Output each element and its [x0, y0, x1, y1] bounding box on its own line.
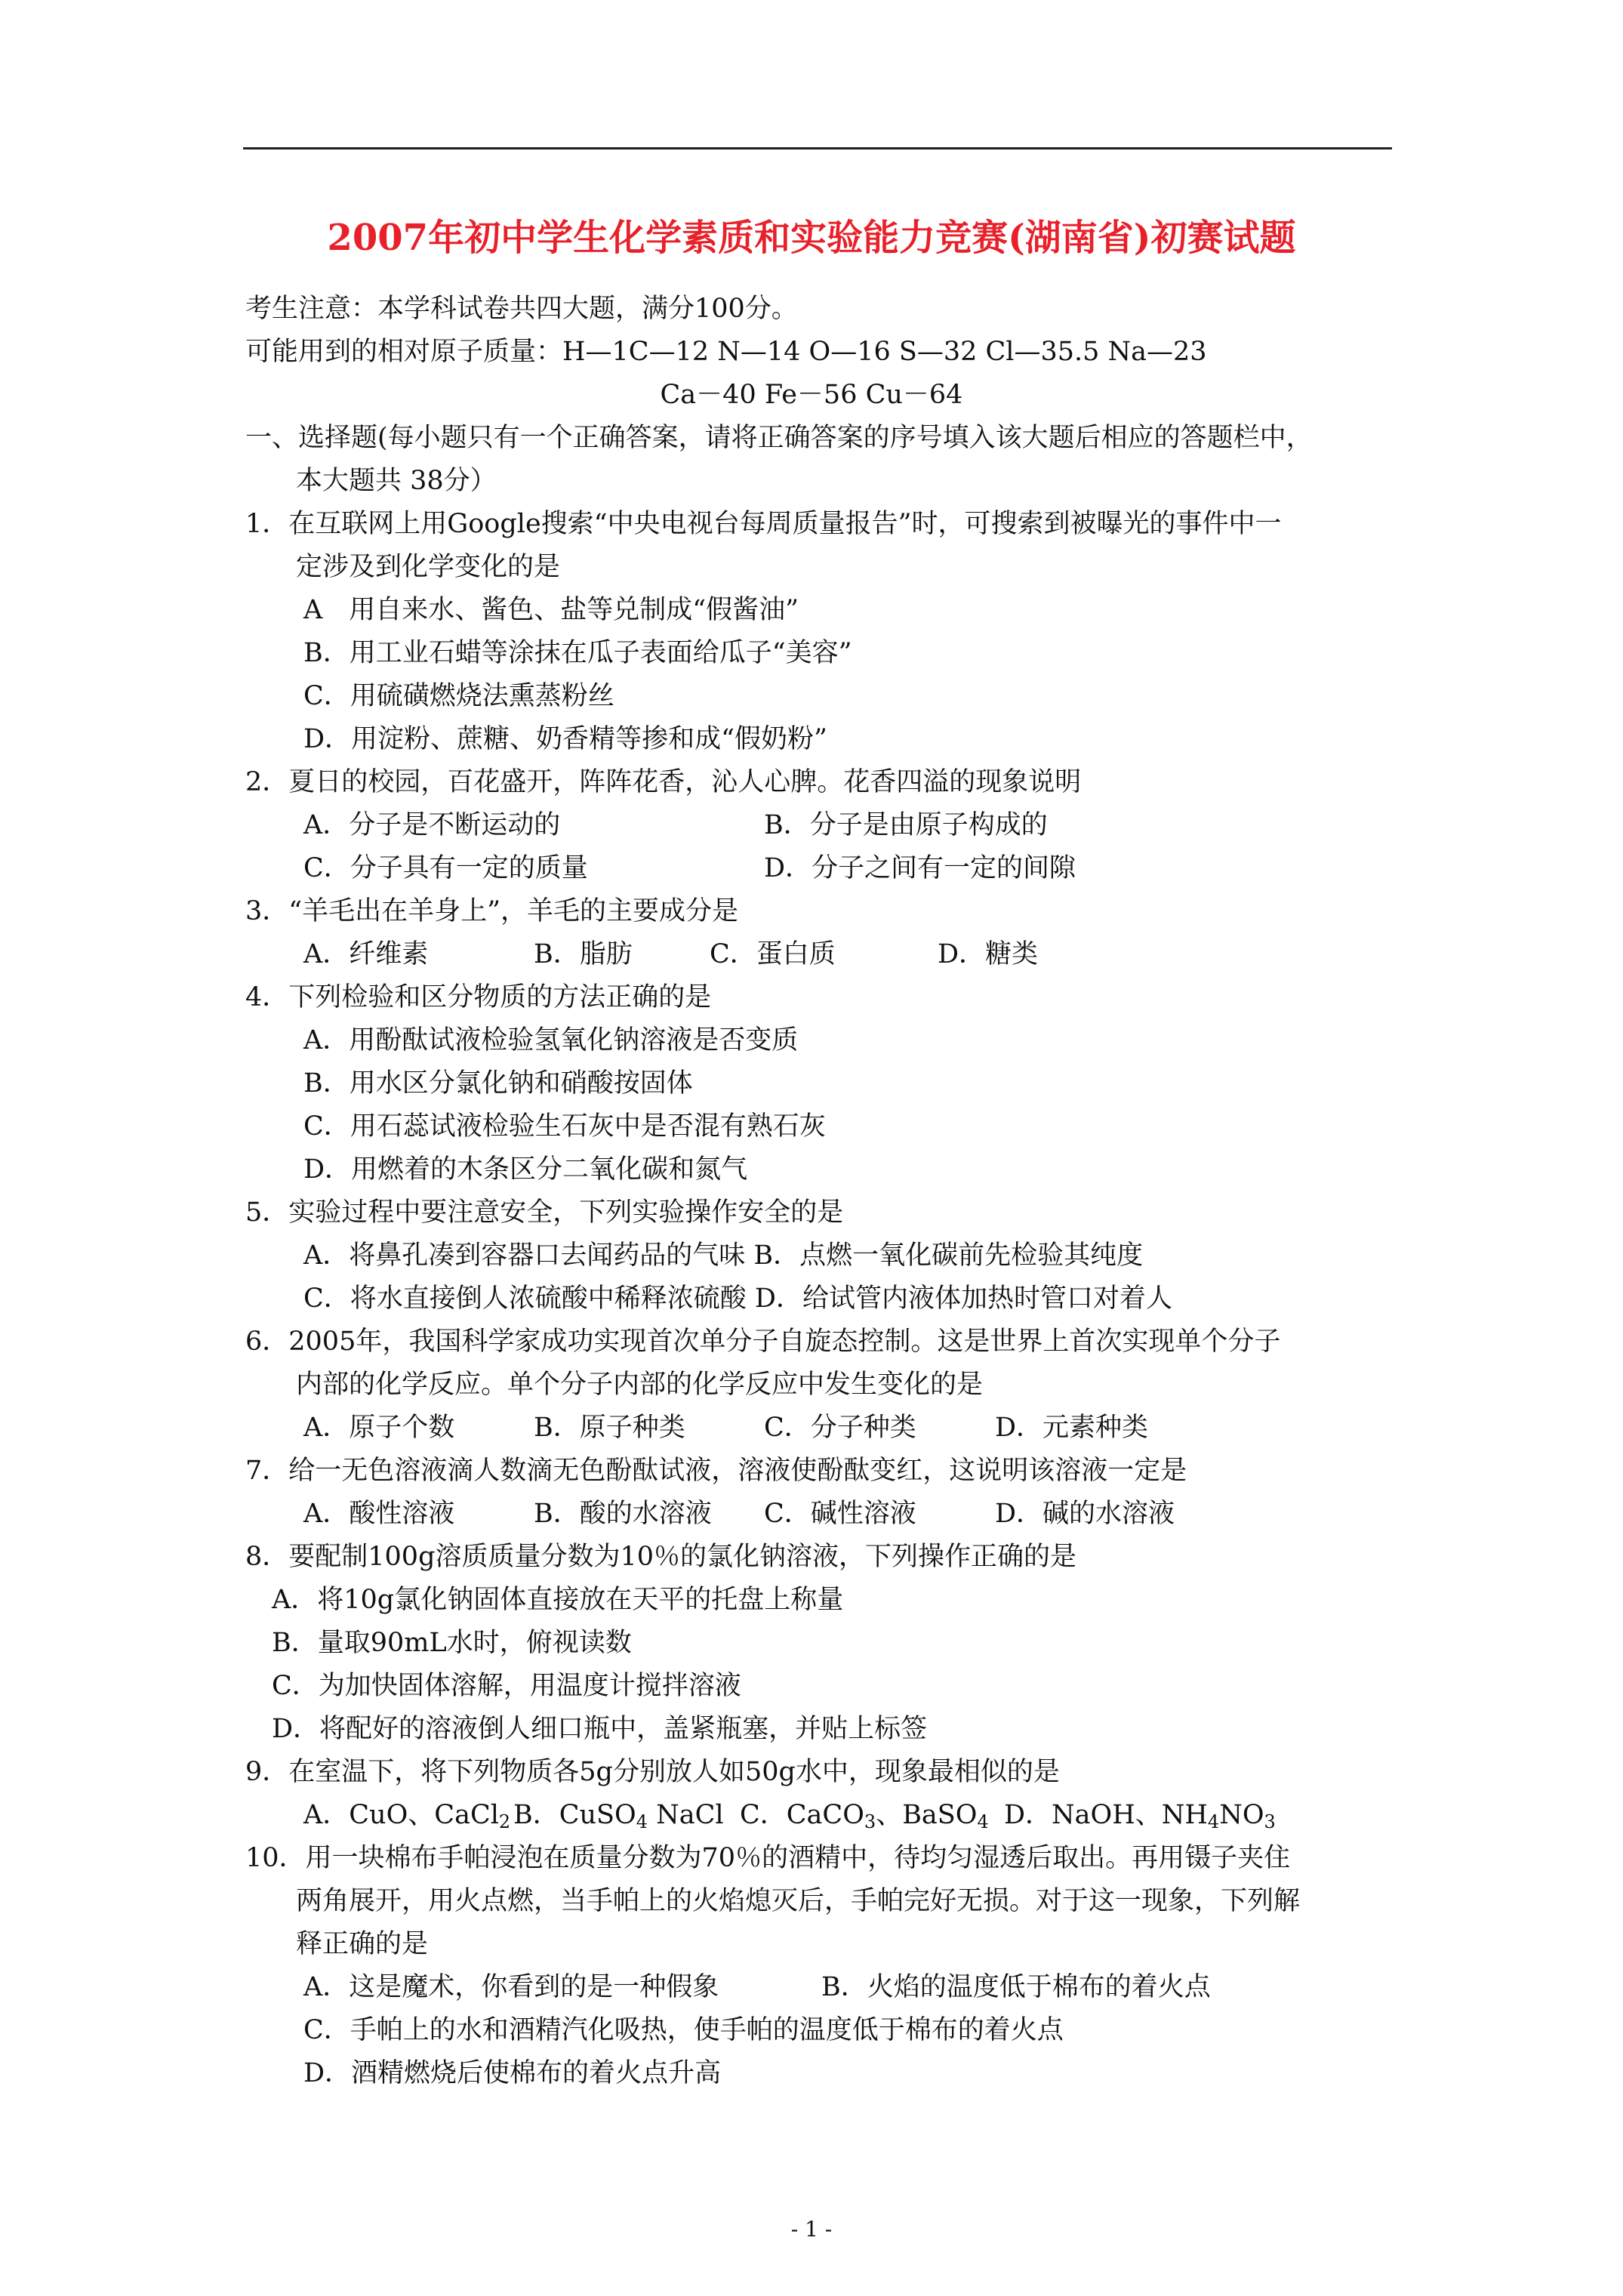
q1-option-d: D．用淀粉、蔗糖、奶香精等掺和成“假奶粉” [303, 724, 827, 754]
q1-stem-cont: 定涉及到化学变化的是 [296, 552, 561, 582]
q3-option-a: A．纤维素 [303, 939, 429, 969]
q8-option-d: D．将配好的溶液倒人细口瓶中，盖紧瓶塞，并贴上标签 [272, 1714, 928, 1744]
q9-option-a: A．CuO、CaCl$_2$ [303, 1800, 511, 1832]
header-rule [243, 147, 1392, 149]
q7-option-d: D．碱的水溶液 [995, 1499, 1175, 1529]
q10-option-b: B．火焰的温度低于棉布的着火点 [821, 1972, 1211, 2002]
q4-option-d: D．用燃着的木条区分二氧化碳和氮气 [303, 1154, 748, 1185]
q9-stem: 9．在室温下，将下列物质各5g分别放人如50g水中，现象最相似的是 [245, 1757, 1060, 1787]
q1-option-a: A 用自来水、酱色、盐等兑制成“假酱油” [303, 595, 799, 625]
q2-option-d: D．分子之间有一定的间隙 [764, 853, 1076, 883]
q7-option-c: C．碱性溶液 [764, 1499, 916, 1529]
q4-option-c: C．用石蕊试液检验生石灰中是否混有熟石灰 [303, 1111, 826, 1142]
page-title: 2007年初中学生化学素质和实验能力竞赛(湖南省)初赛试题 [327, 217, 1296, 259]
q2-stem: 2．夏日的校园，百花盛开，阵阵花香，沁人心脾。花香四溢的现象说明 [245, 767, 1082, 797]
q3-option-b: B．脂肪 [534, 939, 633, 969]
q1-option-b: B．用工业石蜡等涂抹在瓜子表面给瓜子“美容” [303, 638, 852, 668]
q7-stem: 7．给一无色溶液滴人数滴无色酚酞试液，溶液使酚酞变红，这说明该溶液一定是 [245, 1456, 1187, 1486]
q9-option-c: C．CaCO$_3$、BaSO$_4$ [740, 1800, 989, 1832]
q4-option-a: A．用酚酞试液检验氢氧化钠溶液是否变质 [303, 1025, 799, 1056]
q2-option-c: C．分子具有一定的质量 [303, 853, 588, 883]
q2-option-a: A．分子是不断运动的 [303, 810, 561, 840]
q10-option-d: D．酒精燃烧后使棉布的着火点升高 [303, 2058, 722, 2088]
q9-option-b: B．CuSO$_4$ NaCl [513, 1800, 724, 1832]
notice-text: 考生注意：本学科试卷共四大题，满分100分。 [245, 294, 798, 324]
q10-stem-cont: 两角展开，用火点燃，当手帕上的火焰熄灭后，手帕完好无损。对于这一现象，下列解 [296, 1886, 1301, 1916]
atomic-masses-line1: 可能用到的相对原子质量：H—1C—12 N—14 O—16 S—32 Cl—35.5 Na—23 [245, 337, 1207, 367]
q1-option-c: C．用硫磺燃烧法熏蒸粉丝 [303, 681, 614, 711]
section1-heading-cont: 本大题共 38分） [296, 466, 497, 496]
q8-option-b: B．量取90mL水时，俯视读数 [272, 1628, 632, 1658]
q6-stem-cont: 内部的化学反应。单个分子内部的化学反应中发生变化的是 [296, 1370, 984, 1400]
q8-stem: 8．要配制100g溶质质量分数为10％的氯化钠溶液，下列操作正确的是 [245, 1542, 1077, 1572]
q6-option-a: A．原子个数 [303, 1413, 455, 1443]
q3-stem: 3．“羊毛出在羊身上”，羊毛的主要成分是 [245, 896, 739, 926]
q9-option-d: D．NaOH、$NH_4NO_3$ [1004, 1800, 1276, 1832]
section1-heading: 一、选择题(每小题只有一个正确答案，请将正确答案的序号填入该大题后相应的答题栏中， [245, 423, 1313, 453]
q10-option-a: A．这是魔术，你看到的是一种假象 [303, 1972, 719, 2002]
q8-option-c: C．为加快固体溶解，用温度计搅拌溶液 [272, 1671, 741, 1701]
atomic-masses-line2: Ca－40 Fe－56 Cu－64 [660, 380, 963, 410]
q7-option-a: A．酸性溶液 [303, 1499, 455, 1529]
q7-option-b: B．酸的水溶液 [534, 1499, 712, 1529]
q8-option-a: A．将10g氯化钠固体直接放在天平的托盘上称量 [272, 1585, 844, 1615]
q5-options-ab: A．将鼻孔凑到容器口去闻药品的气味 B．点燃一氧化碳前先检验其纯度 [303, 1240, 1144, 1271]
q10-stem: 10．用一块棉布手帕浸泡在质量分数为70％的酒精中，待均匀湿透后取出。再用镊子夹住 [245, 1843, 1291, 1873]
q6-option-d: D．元素种类 [995, 1413, 1149, 1443]
q6-option-b: B．原子种类 [534, 1413, 685, 1443]
q6-stem: 6．2005年，我国科学家成功实现首次单分子自旋态控制。这是世界上首次实现单个分子 [245, 1327, 1281, 1357]
q3-option-c: C．蛋白质 [710, 939, 836, 969]
q10-option-c: C．手帕上的水和酒精汽化吸热，使手帕的温度低于棉布的着火点 [303, 2015, 1064, 2045]
q6-option-c: C．分子种类 [764, 1413, 916, 1443]
q1-stem: 1．在互联网上用Google搜索“中央电视台每周质量报告”时，可搜索到被曝光的事件中一 [245, 509, 1282, 539]
q4-stem: 4．下列检验和区分物质的方法正确的是 [245, 982, 712, 1012]
page-number: - 1 - [790, 2217, 833, 2242]
q10-stem-cont2: 释正确的是 [296, 1929, 429, 1959]
q2-option-b: B．分子是由原子构成的 [764, 810, 1048, 840]
q5-options-cd: C．将水直接倒人浓硫酸中稀释浓硫酸 D．给试管内液体加热时管口对着人 [303, 1284, 1172, 1314]
q5-stem: 5．实验过程中要注意安全，下列实验操作安全的是 [245, 1197, 844, 1228]
q4-option-b: B．用水区分氯化钠和硝酸按固体 [303, 1068, 693, 1099]
q3-option-d: D．糖类 [938, 939, 1039, 969]
